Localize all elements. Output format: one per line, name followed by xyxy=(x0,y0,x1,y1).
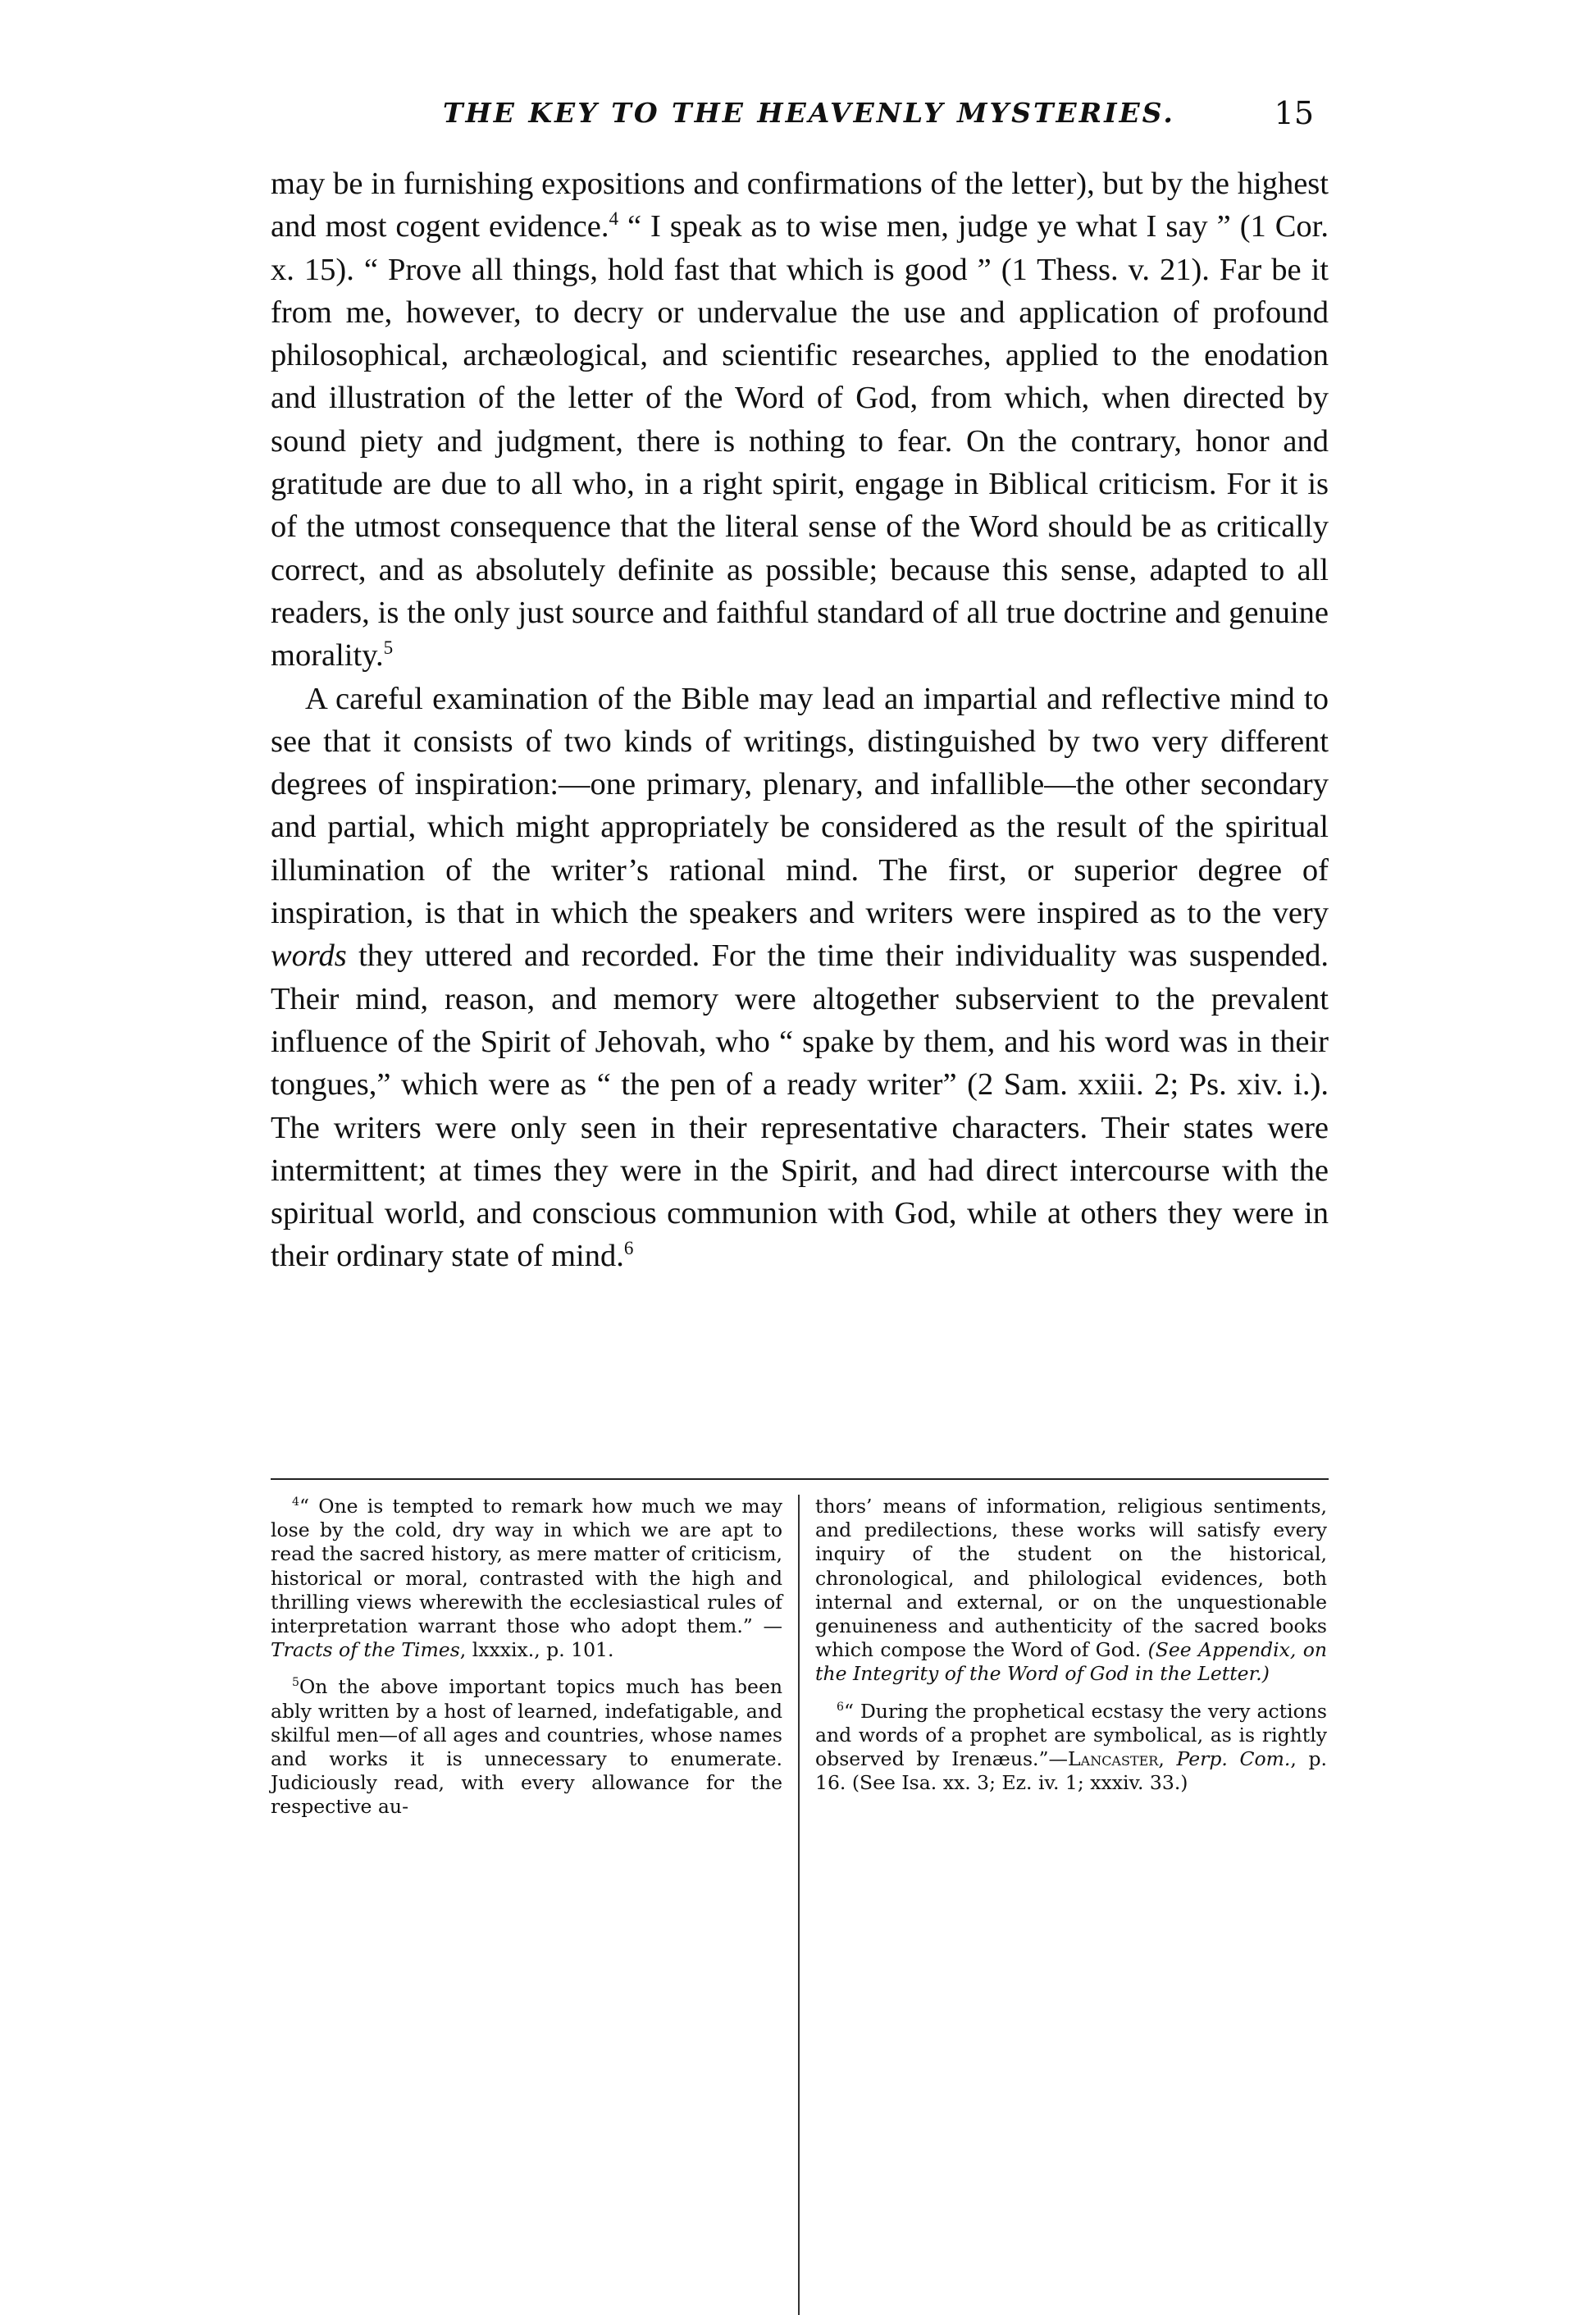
page-number: 15 xyxy=(1274,95,1314,131)
footnote-divider xyxy=(271,1478,1329,1480)
footnote-5-continued xyxy=(815,1495,1327,1687)
footnote-6-tail: , p. 16. (See Isa. xx. 3; Ez. iv. 1; xxxiv. 33.) xyxy=(815,1747,1327,1795)
paragraph-2-text-a: A careful examination of the Bible may lead an impartial and reflective mind to see that it consists of two kinds of writings, distinguished by two very different degrees of inspiration:—one primary, plenary, and infallible—the other secondary and partial, which might appropriately be considered as the result of the spiritual illumination of the writer’s rational mind. The first, or superior degree of inspiration, is that in which the speakers and writers were inspired as to the very xyxy=(271,681,1329,931)
footnote-column-right xyxy=(815,1495,1327,1808)
footnote-marker: 4 xyxy=(292,1495,299,1509)
paragraph-1-text-a: may be in furnishing expositions and confirmations of the letter), but by the highest and most cogent evidence. xyxy=(271,167,1329,244)
footnote-6-work: Perp. Com. xyxy=(1176,1747,1291,1771)
footnote-ref-6: 6 xyxy=(623,1237,634,1259)
paragraph-1 xyxy=(271,162,1329,678)
footnote-4 xyxy=(271,1495,782,1662)
footnote-6-author: Lancaster xyxy=(1068,1747,1159,1771)
footnote-4-tail: , lxxxix., p. 101. xyxy=(459,1638,614,1662)
footnote-ref-4: 4 xyxy=(609,208,618,230)
footnote-column-left xyxy=(271,1495,782,1833)
footnote-marker: 6 xyxy=(837,1700,844,1714)
footnote-ref-5: 5 xyxy=(383,637,394,659)
footnotes xyxy=(271,1495,1329,1905)
main-text xyxy=(271,162,1329,1278)
column-divider xyxy=(798,1495,800,2315)
footnote-6: $^6$“ During the prophetical ecstasy the very actions and words of a prophet are symbolical, as is rightly observed by Irenæus.”—Lancaster, Perp. Com., p. 16. (See Isa. xx. 3; Ez. iv. 1; xxxiv. 33.) xyxy=(815,1699,1327,1795)
emphasis-words: words xyxy=(271,938,347,974)
paragraph-2 xyxy=(271,678,1329,1278)
footnote-5-cont-note: (See Appendix, on the Integrity of the Word of God in the Letter.) xyxy=(815,1638,1327,1686)
footnote-marker: 5 xyxy=(292,1676,299,1690)
footnote-5-cont-text: thors’ means of information, religious sentiments, and predilections, these works will satisfy every inquiry of the student on the historical, chronological, and philological evidences, both internal and external, or on the unquestionable genuineness and authenticity of the sacred books which compose the Word of God. xyxy=(815,1495,1327,1662)
footnote-6-text: “ During the prophetical ecstasy the very actions and words of a prophet are symbolical, as is rightly observed by Irenæus.”— xyxy=(815,1699,1327,1771)
paragraph-2-text-b: they uttered and recorded. For the time their individuality was suspended. Their mind, reason, and memory were altogether subservient to the prevalent influence of the Spirit of Jehovah, who “ spake by them, and his word was in their tongues,” which were as “ the pen of a ready writer” (2 Sam. xxiii. 2; Ps. xiv. i.). The writers were only seen in their representative characters. Their states were intermittent; at times they were in the Spirit, and had direct intercourse with the spiritual world, and conscious communion with God, while at others they were in their ordinary state of mind. xyxy=(271,938,1329,1274)
paragraph-1-text-b: “ I speak as to wise men, judge ye what I say ” (1 Cor. x. 15). “ Prove all things, hold fast that which is good ” (1 Thess. v. 21). Far be it from me, however, to decry or undervalue the use and application of profound philosophical, archæological, and scientific researches, applied to the enodation and illustration of the letter of the Word of God, from which, when directed by sound piety and judgment, there is nothing to fear. On the contrary, honor and gratitude are due to all who, in a right spirit, engage in Biblical criticism. For it is of the utmost consequence that the literal sense of the Word should be as critically correct, and as absolutely definite as possible; because this sense, adapted to all readers, is the only just source and faithful standard of all true doctrine and genuine morality. xyxy=(271,209,1329,673)
footnote-4-source: Tracts of the Times xyxy=(271,1638,460,1662)
footnote-4-text: “ One is tempted to remark how much we may lose by the cold, dry way in which we are apt to read the sacred history, as mere matter of criticism, historical or moral, contrasted with the high and thrilling views wherewith the ecclesiastical rules of interpretation warrant those who adopt them.” — xyxy=(271,1495,782,1638)
footnote-5-text: On the above important topics much has been ably written by a host of learned, indefatigable, and skilful men—of all ages and countries, whose names and works it is unnecessary to enumerate. Judiciously read, with every allowance for the respective au- xyxy=(271,1675,782,1819)
running-header xyxy=(271,97,1329,146)
running-title: THE KEY TO THE HEAVENLY MYSTERIES. xyxy=(443,97,1175,129)
footnote-5 xyxy=(271,1675,782,1819)
